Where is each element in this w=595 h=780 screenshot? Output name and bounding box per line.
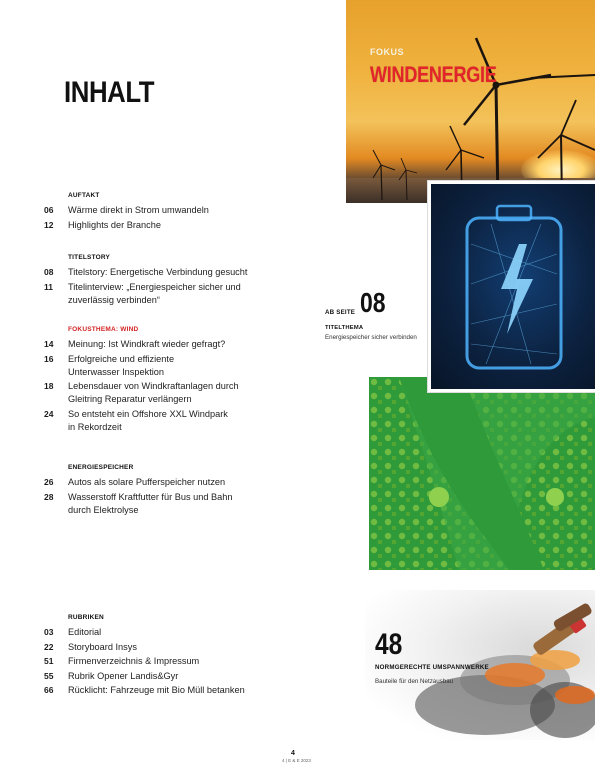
green-eco-image[interactable]: [369, 377, 595, 570]
entry-title: Titelstory: Energetische Verbindung gesucht: [68, 267, 248, 277]
toc-section-titelstory: [44, 254, 294, 308]
section-heading: ENERGIESPEICHER: [68, 464, 134, 471]
toc-entry[interactable]: [44, 219, 294, 232]
section-heading: FOKUSTHEMA: WIND: [68, 326, 139, 333]
battery-illustration[interactable]: [428, 181, 595, 392]
toc-entry[interactable]: [44, 670, 294, 683]
callout-prefix: AB SEITE: [325, 309, 356, 316]
page-number: 11: [44, 281, 53, 292]
imprint-footer: 4 | E & E 2023: [282, 758, 311, 763]
toc-entry[interactable]: [44, 266, 294, 279]
entry-title: Wasserstoff Kraftfutter für Bus und Bahn: [68, 491, 233, 502]
entry-title: Storyboard Insys: [68, 641, 137, 652]
entry-title-continued: durch Elektrolyse: [68, 504, 139, 515]
page-number: 24: [44, 408, 54, 419]
section-heading: RUBRIKEN: [68, 614, 104, 621]
entry-title-continued: Unterwasser Inspektion: [68, 366, 165, 377]
entry-title: Editorial: [68, 627, 102, 637]
toc-entry[interactable]: [44, 626, 294, 639]
toc-entry[interactable]: [44, 684, 294, 697]
toc-section-fokusthema: [44, 326, 294, 435]
entry-title: Rücklicht: Fahrzeuge mit Bio Müll betanken: [68, 685, 245, 695]
page-number: 16: [44, 353, 54, 364]
entry-title: Titelinterview: „Energiespeicher sicher und: [68, 281, 241, 292]
page-number: 08: [44, 267, 54, 277]
page-number: 55: [44, 670, 54, 681]
toc-section-energiespeicher: [44, 464, 294, 518]
toc-entry[interactable]: [44, 380, 294, 406]
page-number: 26: [44, 477, 54, 487]
page-number: 22: [44, 641, 54, 652]
turbine-silhouettes: [346, 0, 595, 203]
toc-entry[interactable]: [44, 204, 294, 217]
eco-icons-graphic: [369, 377, 595, 570]
entry-title: So entsteht ein Offshore XXL Windpark: [68, 408, 228, 419]
page-title: INHALT: [64, 76, 155, 109]
toc-section-auftakt: [44, 192, 294, 233]
page-number-footer: 4: [291, 750, 295, 757]
page-number: 14: [44, 339, 54, 349]
section-heading: TITELSTORY: [68, 254, 111, 261]
callout-heading: NORMGERECHTE UMSPANNWERKE: [375, 664, 489, 671]
battery-graphic: [431, 184, 595, 389]
entry-title: Erfolgreiche und effiziente: [68, 353, 175, 364]
entry-title: Lebensdauer von Windkraftanlagen durch: [68, 381, 239, 391]
callout-page-number[interactable]: 08: [360, 287, 386, 318]
entry-title-continued: in Rekordzeit: [68, 421, 122, 432]
entry-title: Firmenverzeichnis & Impressum: [68, 656, 200, 666]
section-heading: AUFTAKT: [68, 192, 100, 199]
entry-title: Meinung: Ist Windkraft wieder gefragt?: [68, 339, 226, 349]
page-number: 28: [44, 491, 54, 502]
toc-entry[interactable]: [44, 641, 294, 654]
callout-subtitle: Bauteile für den Netzausbau: [375, 678, 454, 685]
entry-title: Autos als solare Pufferspeicher nutzen: [68, 477, 226, 487]
page-number: 03: [44, 627, 54, 637]
toc-entry[interactable]: [44, 338, 294, 351]
toc-entry[interactable]: [44, 476, 294, 489]
toc-entry[interactable]: [44, 281, 294, 307]
page-number: 66: [44, 685, 54, 695]
toc-entry[interactable]: [44, 491, 294, 517]
toc-section-rubriken: [44, 614, 294, 699]
page-number: 18: [44, 381, 54, 391]
page-number: 51: [44, 656, 54, 666]
callout-page-number[interactable]: 48: [375, 628, 403, 661]
entry-title-continued: Gleitring Reparatur verlängern: [68, 394, 192, 404]
entry-title-continued: zuverlässig verbinden“: [68, 294, 160, 305]
fokus-kicker: FOKUS: [370, 47, 404, 57]
entry-title: Wärme direkt in Strom umwandeln: [68, 205, 209, 215]
toc-entry[interactable]: [44, 408, 294, 434]
entry-title: Highlights der Branche: [68, 219, 161, 230]
page-number: 06: [44, 205, 54, 215]
toc-entry[interactable]: [44, 353, 294, 379]
callout-heading: TITELTHEMA: [325, 325, 364, 331]
fokus-title: WINDENERGIE: [370, 62, 497, 87]
entry-title: Rubrik Opener Landis&Gyr: [68, 670, 179, 681]
toc-entry[interactable]: [44, 655, 294, 668]
page-number: 12: [44, 219, 54, 230]
callout-subtitle: Energiespeicher sicher verbinden: [325, 334, 417, 341]
wind-turbines-image[interactable]: [346, 0, 595, 203]
